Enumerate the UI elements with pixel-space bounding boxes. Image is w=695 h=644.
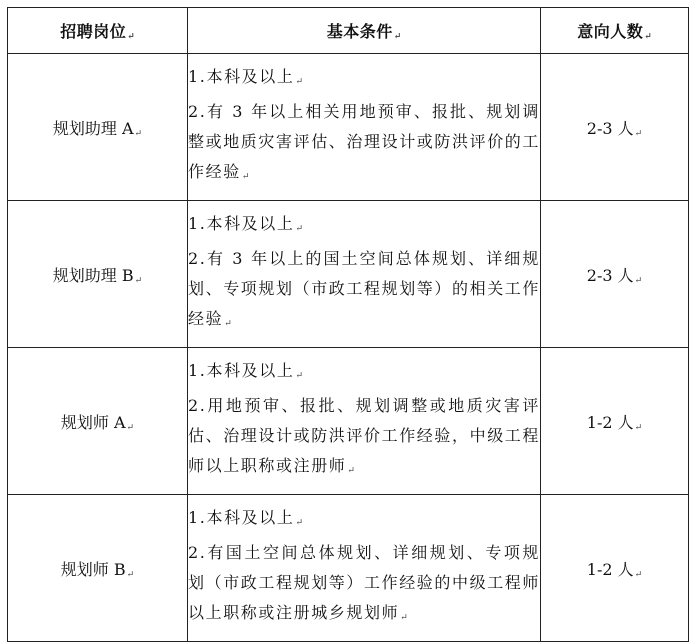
header-position: 招聘岗位↵ [8,8,188,54]
position-cell: 规划师 A↵ [8,348,188,495]
table-row [8,54,689,201]
header-count: 意向人数↵ [541,8,689,54]
count-cell: 2-3 人↵ [541,201,689,348]
table-row [8,201,689,348]
count-cell: 1-2 人↵ [541,348,689,495]
count-cell: 2-3 人↵ [541,54,689,201]
position-cell: 规划师 B↵ [8,495,188,642]
header-conditions: 基本条件↵ [188,8,541,54]
condition-line: 2.用地预审、报批、规划调整或地质灾害评估、治理设计或防洪评价工作经验，中级工程师以上职称或注册师↵ [188,396,541,476]
recruitment-table [7,7,689,642]
table-row [8,495,689,642]
table-header-row [8,8,689,54]
count-cell: 1-2 人↵ [541,495,689,642]
position-cell: 规划助理 B↵ [8,201,188,348]
condition-line: 1.本科及以上↵ [188,508,304,528]
table-row [8,348,689,495]
conditions-cell [188,54,541,201]
condition-line: 2.有国土空间总体规划、详细规划、专项规划（市政工程规划等）工作经验的中级工程师以上职称或注册城乡规划师↵ [188,543,541,623]
conditions-cell [188,348,541,495]
condition-line: 2.有 3 年以上的国土空间总体规划、详细规划、专项规划（市政工程规划等）的相关工作经验↵ [188,249,541,329]
condition-line: 1.本科及以上↵ [188,361,304,381]
conditions-cell [188,201,541,348]
conditions-cell [188,495,541,642]
condition-line: 1.本科及以上↵ [188,214,304,234]
condition-line: 1.本科及以上↵ [188,67,304,87]
condition-line: 2.有 3 年以上相关用地预审、报批、规划调整或地质灾害评估、治理设计或防洪评价的工作经验↵ [188,102,541,182]
position-cell: 规划助理 A↵ [8,54,188,201]
